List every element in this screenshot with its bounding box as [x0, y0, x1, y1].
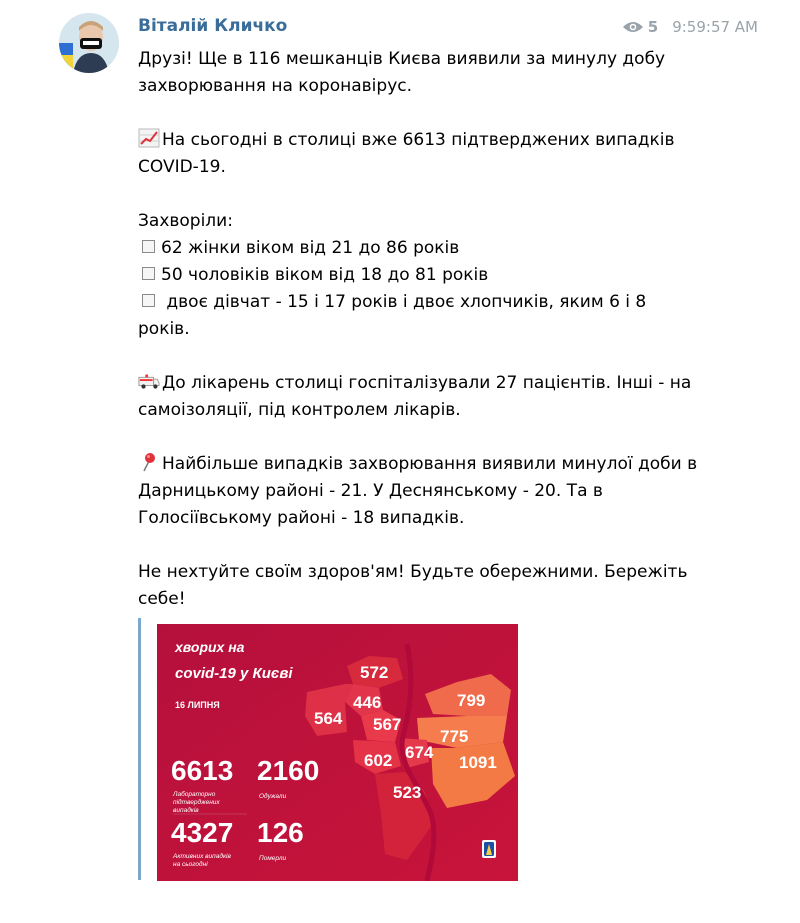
checkbox-icon — [142, 240, 155, 253]
infographic-title-1: хворих на — [175, 639, 245, 655]
district-value: 674 — [405, 743, 434, 762]
text-line: Голосіївському районі - 18 випадків. — [138, 508, 465, 528]
text-line: захворювання на коронавірус. — [138, 76, 413, 96]
confirmed-label: випадків — [173, 807, 199, 814]
text-line: самоізоляції, під контролем лікарів. — [138, 400, 461, 420]
confirmed-label: підтверджених — [173, 799, 220, 806]
text-line: На сьогодні в столиці вже 6613 підтверджених випадків — [138, 127, 698, 154]
text-line: Захворіли: — [138, 211, 233, 231]
views-count: 5 — [647, 18, 659, 36]
confirmed-value: 6613 — [171, 755, 234, 786]
active-value: 4327 — [171, 817, 234, 848]
recovered-value: 2160 — [257, 755, 320, 786]
text-line: 50 чоловіків віком від 18 до 81 років — [138, 262, 698, 289]
message-text — [138, 46, 698, 613]
deaths-label: Померли — [259, 855, 287, 862]
ambulance-icon — [138, 371, 160, 391]
kyiv-emblem-icon — [482, 840, 496, 858]
pushpin-icon — [138, 452, 160, 472]
active-label: Активних випадків — [173, 853, 231, 860]
text-line: До лікарень столиці госпіталізували 27 пацієнтів. Інші - на — [138, 370, 698, 397]
text-line: Найбільше випадків захворювання виявили минулої доби в — [138, 451, 698, 478]
deaths-value: 126 — [257, 817, 304, 848]
text-line: себе! — [138, 589, 186, 609]
text-line: Не нехтуйте своїм здоров'ям! Будьте обережними. Бережіть — [138, 562, 688, 582]
district-value: 523 — [393, 783, 422, 802]
text-line: Друзі! Ще в 116 мешканців Києва виявили за минулу добу — [138, 49, 666, 69]
district-value: 564 — [314, 709, 343, 728]
district-value: 1091 — [459, 753, 497, 772]
infographic-image[interactable] — [157, 624, 518, 881]
media-accent-bar — [138, 618, 141, 880]
text-line: COVID-19. — [138, 157, 226, 177]
district-value: 602 — [364, 751, 393, 770]
checkbox-icon — [142, 267, 155, 280]
district-value: 446 — [353, 693, 382, 712]
eye-icon — [622, 20, 644, 34]
active-label: на сьогодні — [173, 861, 208, 868]
recovered-label: Одужали — [259, 793, 287, 800]
timestamp[interactable]: 9:59:57 AM — [672, 18, 758, 36]
checkbox-icon — [142, 294, 155, 307]
district-value: 567 — [373, 715, 402, 734]
text-line: двоє дівчат - 15 і 17 років і двоє хлопчиків, яким 6 і 8 — [138, 289, 698, 316]
confirmed-label: Лабораторно — [173, 791, 216, 798]
district-value: 572 — [360, 663, 389, 682]
author-name[interactable]: Віталій Кличко — [138, 16, 288, 36]
text-line: Дарницькому районі - 21. У Деснянському - 20. Та в — [138, 481, 603, 501]
message-meta — [622, 18, 758, 36]
infographic-date: 16 ЛИПНЯ — [175, 700, 220, 710]
district-value: 775 — [440, 727, 469, 746]
chart-increasing-icon — [138, 128, 160, 148]
text-line: років. — [138, 319, 190, 339]
avatar[interactable] — [59, 13, 119, 73]
text-line: 62 жінки віком від 21 до 86 років — [138, 235, 698, 262]
infographic-title-2: covid-19 у Києві — [175, 665, 293, 682]
district-value: 799 — [457, 691, 486, 710]
